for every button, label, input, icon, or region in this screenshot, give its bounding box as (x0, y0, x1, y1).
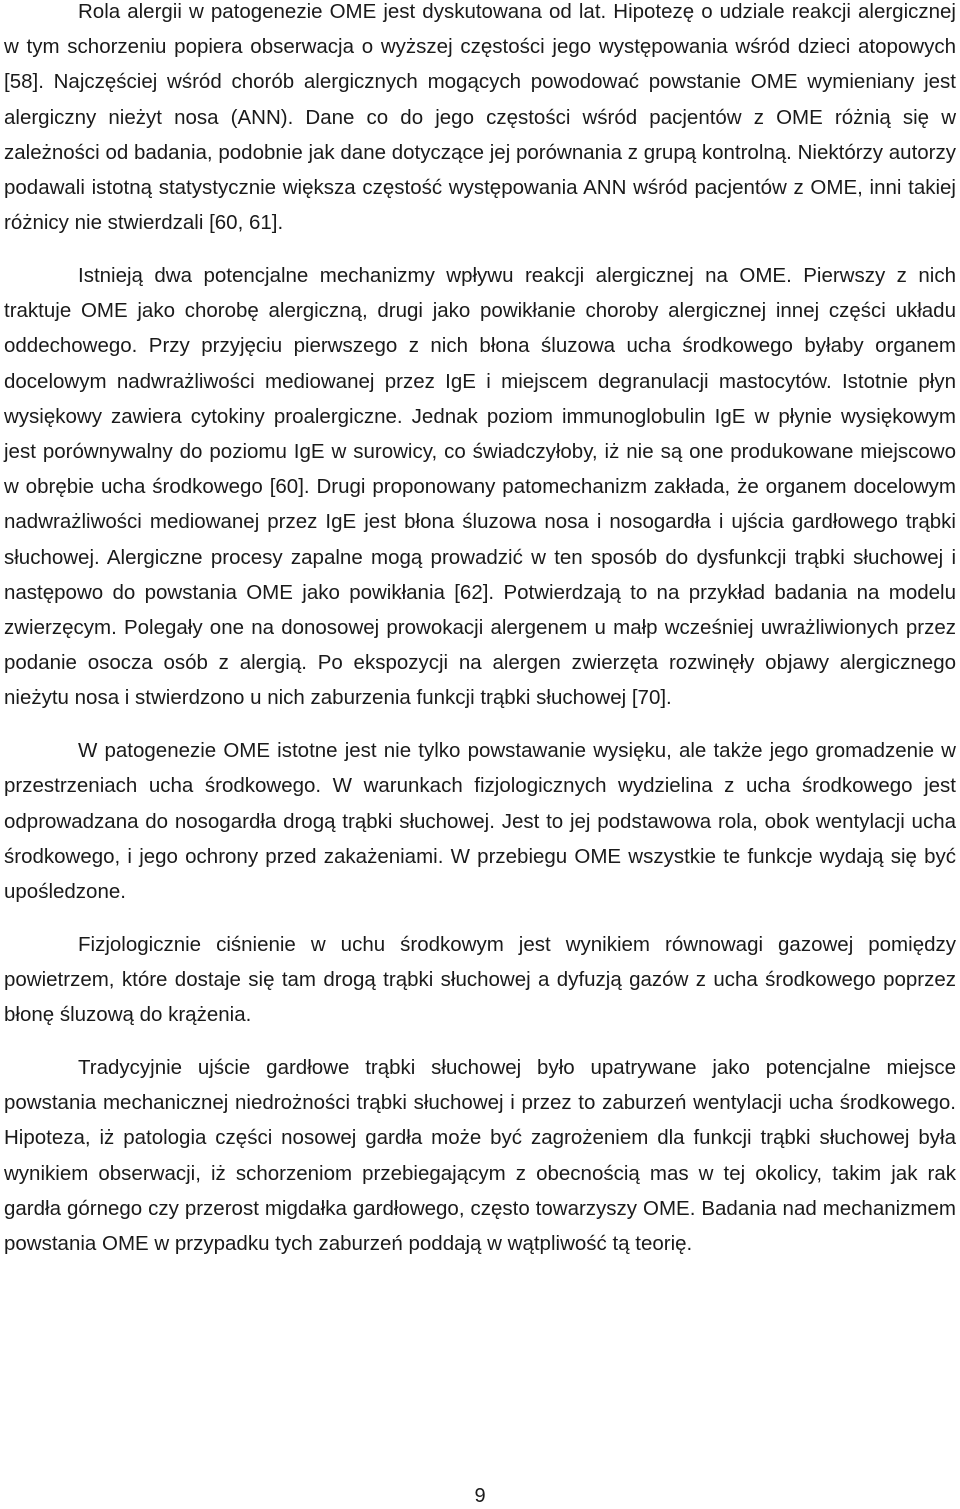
page-number: 9 (474, 1485, 486, 1507)
document-page (4, 0, 956, 1261)
paragraph-middle-ear-pressure: Fizjologicznie ciśnienie w uchu środkowym jest wynikiem równowagi gazowej pomiędzy powietrzem, które dostaje się tam drogą trąbki słuchowej a dyfuzją gazów z ucha środkowego poprzez błonę śluzową do krążenia. (4, 932, 956, 1027)
paragraph-allergy-mechanisms: Istnieją dwa potencjalne mechanizmy wpływu reakcji alergicznej na OME. Pierwszy z nich traktuje OME jako chorobę alergiczną, drugi jako powikłanie choroby alergicznej innej części układu oddechowego. Przy przyjęciu pierwszego z nich błona śluzowa ucha środkowego byłaby organem docelowym nadwrażliwości mediowanej przez IgE i miejscem degranulacji mastocytów. Istotnie płyn wysiękowy zawiera cytokiny proalergiczne. Jednak poziom immunoglobulin IgE w płynie wysiękowym jest porównywalny do poziomu IgE w surowicy, co świadczyłoby, iż nie są one produkowane miejscowo w obrębie ucha środkowego [60]. Drugi proponowany patomechanizm zakłada, że organem docelowym nadwrażliwości mediowanej przez IgE jest błona śluzowa nosa i nosogardła i ujścia gardłowego trąbki słuchowej. Alergiczne procesy zapalne mogą prowadzić w ten sposób do dysfunkcji trąbki słuchowej i następowo do powstania OME jako powikłania [62]. Potwierdzają to na przykład badania na modelu zwierzęcym. Polegały one na donosowej prowokacji alergenem u małp wcześniej uwrażliwionych przez podanie osocza osób z alergią. Po ekspozycji na alergen zwierzęta rozwinęły objawy alergicznego nieżytu nosa i stwierdzono u nich zaburzenia funkcji trąbki słuchowej [70]. (4, 264, 956, 710)
paragraph-effusion-accumulation: W patogenezie OME istotne jest nie tylko powstawanie wysięku, ale także jego gromadzenie w przestrzeniach ucha środkowego. W warunkach fizjologicznych wydzielina z ucha środkowego jest odprowadzana do nosogardła drogą trąbki słuchowej. Jest to jej podstawowa rola, obok wentylacji ucha środkowego, i jego ochrony przed zakażeniami. W przebiegu OME wszystkie te funkcje wydają się być upośledzone. (4, 739, 956, 904)
paragraph-eustachian-obstruction: Tradycyjnie ujście gardłowe trąbki słuchowej było upatrywane jako potencjalne miejsce powstania mechanicznej niedrożności trąbki słuchowej i przez to zaburzeń wentylacji ucha środkowego. Hipoteza, iż patologia części nosowej gardła może być zagrożeniem dla funkcji trąbki słuchowej była wynikiem obserwacji, iż schorzeniom przebiegającym z obecnością mas w tej okolicy, takim jak rak gardła górnego czy przerost migdałka gardłowego, często towarzyszy OME. Badania nad mechanizmem powstania OME w przypadku tych zaburzeń poddają w wątpliwość tą teorię. (4, 1056, 956, 1256)
paragraph-allergy-role: Rola alergii w patogenezie OME jest dyskutowana od lat. Hipotezę o udziale reakcji alergicznej w tym schorzeniu popiera obserwacja o wyższej częstości jego występowania wśród dzieci atopowych [58]. Najczęściej wśród chorób alergicznych mogących powodować powstanie OME wymieniany jest alergiczny nieżyt nosa (ANN). Dane co do jego częstości wśród pacjentów z OME różnią się w zależności od badania, podobnie jak dane dotyczące jej porównania z grupą kontrolną. Niektórzy autorzy podawali istotną statystycznie większa częstość występowania ANN wśród pacjentów z OME, inni takiej różnicy nie stwierdzali [60, 61]. (4, 0, 956, 235)
